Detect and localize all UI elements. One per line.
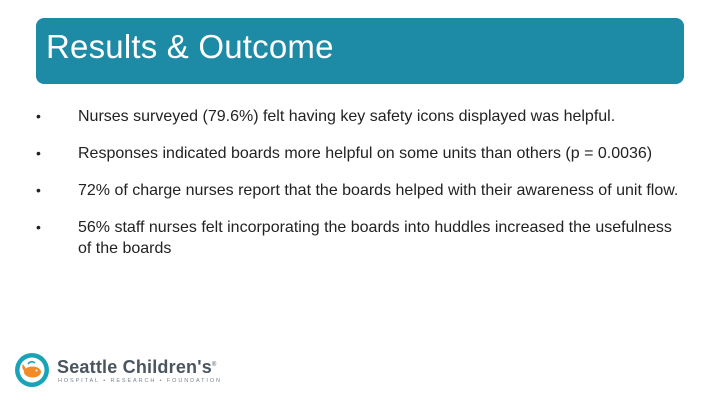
bullet-item bbox=[36, 217, 684, 259]
bullet-text: 72% of charge nurses report that the boards helped with their awareness of unit flow. bbox=[78, 182, 679, 199]
whale-logo-icon bbox=[14, 352, 50, 388]
bullet-text: Responses indicated boards more helpful on some units than others (p = 0.0036) bbox=[78, 145, 653, 162]
logo-tagline: HOSPITAL • RESEARCH • FOUNDATION bbox=[58, 378, 222, 384]
seattle-childrens-logo bbox=[14, 352, 222, 388]
bullet-list bbox=[36, 106, 684, 275]
bullet-marker: • bbox=[36, 182, 41, 198]
logo-name: Seattle Children's® bbox=[57, 357, 217, 377]
bullet-text: Nurses surveyed (79.6%) felt having key safety icons displayed was helpful. bbox=[78, 108, 616, 125]
slide-title: Results & Outcome bbox=[46, 28, 334, 65]
bullet-item bbox=[36, 180, 684, 201]
bullet-text: 56% staff nurses felt incorporating the boards into huddles increased the usefulness of the boards bbox=[78, 219, 672, 257]
title-banner bbox=[36, 18, 684, 84]
bullet-marker: • bbox=[36, 219, 41, 235]
bullet-item bbox=[36, 143, 684, 164]
logo-wordmark bbox=[57, 355, 222, 385]
bullet-marker: • bbox=[36, 145, 41, 161]
bullet-item bbox=[36, 106, 684, 127]
bullet-marker: • bbox=[36, 108, 41, 124]
